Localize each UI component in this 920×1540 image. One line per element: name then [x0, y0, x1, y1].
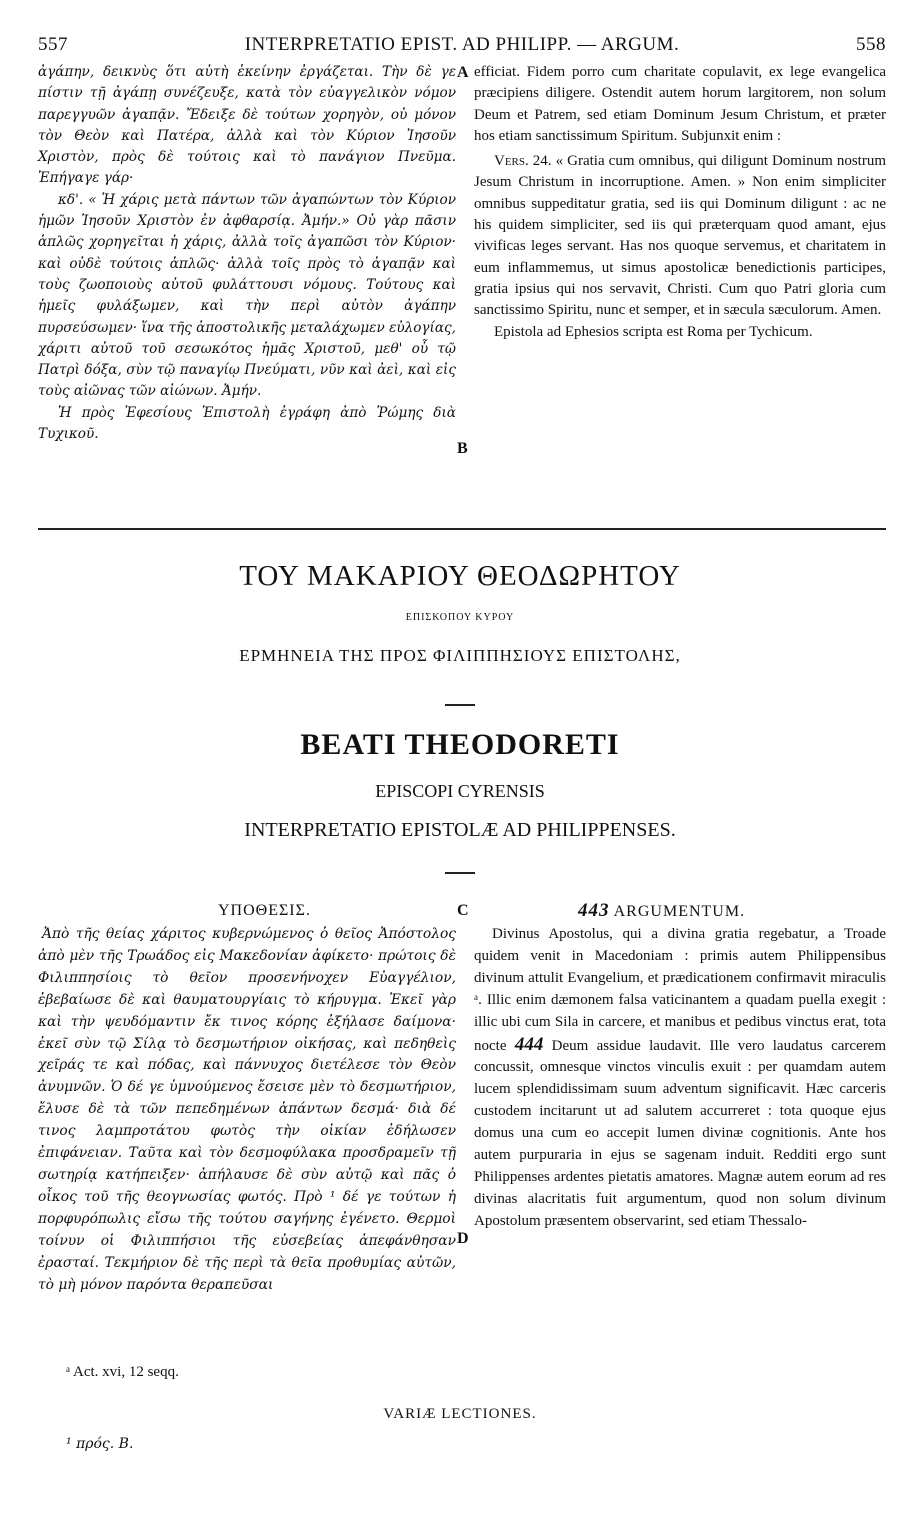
latin-verse-text: « Gratia cum omnibus, qui diligunt Dominum nostrum Jesum Christum in incorruptione. Amen. » Non enim simpliciter omnibus suppeditatur gratia, sed iis qui Dominum diligunt : ac ne his quidem simpliciter, sed iis qui præterquam quod amant, ejus vivificas leges servant. Has nos quoque servemus, et charitatem in eum inflammemus, ut simus apostolicæ benedictionis participes, gratia ipsius qui nos servavit, Christi. Cum quo Patri gloria cum sanctissimo Spiritu, nunc et semper, et in sæcula sæculorum. Amen.	[474, 153, 886, 319]
margin-letter-b: B	[457, 440, 468, 457]
greek-argument-text: Ἀπὸ τῆς θείας χάριτος κυβερνώμενος ὁ θεῖος Ἀπόστολος ἀπὸ μὲν τῆς Τρωάδος εἰς Μακεδονίαν ἀφίκετο· πρώτοις δὲ Φιλιππησίοις τὸ θεῖον προσενήνοχεν Εὐαγγέλιον, ἐβεβαίωσε δὲ καὶ θαυματουργίαις τὸ κήρυγμα. Ἐκεῖ γὰρ καὶ τὴν ψευδόμαντιν ἔκ τινος κόρης ἐξήλασε δαίμονα· ἐκεῖ σὺν τῷ Σίλᾳ τὸ δεσμωτήριον οἰκήσας, καὶ πεδηθεὶς χεῖράς τε καὶ πόδας, καὶ πάννυχος διετέλεσε τὸν Θεὸν ἀνυμνῶν. Ὁ δέ γε ὑμνούμενος ἔσεισε μὲν τὸ δεσμωτήριον, ἔλυσε δὲ τὰ τῶν πεπεδημένων ἁπάντων δεσμά· διὰ δέ τινος λαμπροτάτου φωτὸς τὴν οἰκίαν ἐδήλωσεν ἐπιφάνειαν. Ταῦτα καὶ τὸν δεσμοφύλακα προσδραμεῖν τῇ σωτηρίᾳ κατήπειξεν· ἀπήλαυσε δὲ σὺν αὐτῷ καὶ πᾶς ὁ οἶκος τοῦ τῆς θεογνωσίας φωτός. Πρὸ ¹ δέ γε τούτων ἡ πορφυρόπωλις εἴσω τῆς τούτου σαγήνης ἐγένετο. Θερμοὶ τοίνυν οἱ Φιλιππήσιοι τῆς εὐσεβείας ἀπεφάνθησαν ἐρασταί. Τεκμήριον δὲ τῆς περὶ τὰ θεῖα προθυμίας αὐτῶν, τὸ μὴ μόνον παρόντα θεραπεῦσαι	[38, 926, 456, 1293]
page-number-left: 557	[38, 34, 68, 55]
margin-letter-d: D	[457, 1230, 469, 1247]
latin-argument-part: Deum assidue laudavit. Ille vero laudatus carcerem concussit, omnesque vinctos vinculis exuit : per quamdam autem lucem splendidissimam suum adventum significavit. Hæc carceris custodem incitarunt ut ad salutem accurreret : tota quoque ejus domus una cum eo accepit lumen divinæ cognitionis. Ante hos autem purpuraria in ejus se sagenam induit. Redditi ergo sunt Philippenses ardentes pietatis amatores. Magnæ autem eorum ad res divinas alacritatis fuit argumentum, quod non solum divinum Apostolum præsentem observarint, sed etiam Thessalo-	[474, 1037, 887, 1229]
greek-paragraph: κδ'. « Ἡ χάρις μετὰ πάντων τῶν ἀγαπώντων τὸν Κύριον ἡμῶν Ἰησοῦν Χριστὸν ἐν ἀφθαρσίᾳ. Ἀμήν.» Οὐ γὰρ πᾶσιν ἁπλῶς χορηγεῖται ἡ χάρις, ἀλλὰ τοῖς ἀγαπῶσι τὸν Κύριον· καὶ οὐδὲ τούτοις ἁπλῶς· ἀλλὰ τοῖς πρὸς τὸ ἀγαπᾷν καὶ τοὺς ζωοποιοὺς αὐτοῦ φυλάττουσι νόμους. Τούτους καὶ ἡμεῖς φυλάξωμεν, καὶ τὴν περὶ αὐτὸν ἀγάπην πυρσεύσωμεν· ἵνα τῆς ἀποστολικῆς μεταλάχωμεν εὐλογίας, χάριτι αὐτοῦ τοῦ σεσωκότος ἡμᾶς Χριστοῦ, μεθ' οὗ τῷ Πατρὶ δόξα, σὺν τῷ παναγίῳ Πνεύματι, νῦν καὶ ἀεὶ, καὶ εἰς τοὺς αἰῶνας τῶν αἰώνων. Ἀμήν.	[38, 191, 456, 400]
variant-reading: ¹ πρός. B.	[66, 1436, 134, 1452]
argumentum-heading: ARGUMENTUM.	[613, 903, 746, 920]
running-title: INTERPRETATIO EPIST. AD PHILIPP. — ARGUM.	[244, 34, 680, 55]
title-divider	[445, 872, 475, 874]
latin-work-title: INTERPRETATIO EPISTOLÆ AD PHILIPPENSES.	[244, 819, 676, 841]
greek-column-bottom	[38, 924, 456, 1296]
greek-work-title: ΕΡΜΗΝΕΙΑ ΤΗΣ ΠΡΟΣ ΦΙΛΙΠΠΗΣΙΟΥΣ ΕΠΙΣΤΟΛΗΣ,	[239, 646, 681, 665]
greek-author-title: ΤΟΥ ΜΑΚΑΡΙΟΥ ΘΕΟΔΩΡΗΤΟΥ	[239, 560, 681, 592]
latin-argument-part: Divinus Apostolus, qui a divina gratia regebatur, a Troade quidem venit in Macedoniam : primis autem Philippensibus divinum attulit Evangelium, et prædicationem confirmavit miraculis ᵃ. Illic enim dæmonem falsa vaticinantem a quadam puella exegit : illic ubi cum Sila in carcere, et manibus et pedibus vinctus erat, tota nocte	[474, 926, 886, 1054]
latin-paragraph: Epistola ad Ephesios scripta est Roma per Tychicum.	[494, 323, 813, 340]
section-divider	[38, 528, 886, 530]
latin-section-heading	[578, 900, 745, 922]
latin-author-title: BEATI THEODORETI	[300, 728, 620, 761]
latin-column-top	[474, 62, 886, 343]
greek-bishop-subtitle: ΕΠΙΣΚΟΠΟΥ ΚΥΡΟΥ	[405, 612, 515, 623]
footnote: ᵃ Act. xvi, 12 seqq.	[66, 1364, 179, 1380]
greek-paragraph: Ἡ πρὸς Ἐφεσίους Ἐπιστολὴ ἐγράφη ἀπὸ Ῥώμης διὰ Τυχικοῦ.	[38, 404, 456, 443]
variae-lectiones-heading: VARIÆ LECTIONES.	[383, 1406, 537, 1422]
latin-paragraph	[474, 151, 886, 321]
greek-section-heading: ΥΠΟΘΕΣΙΣ.	[218, 902, 311, 919]
greek-paragraph: ἀγάπην, δεικνὺς ὅτι αὐτὴ ἐκείνην ἐργάζεται. Τὴν δὲ γε πίστιν τῇ ἀγάπῃ συνέζευξε, κατὰ τὸν εὐαγγελικὸν νόμον παρεγγυῶν ἀγαπᾷν. Ἔδειξε δὲ τούτων χορηγὸν, οὐ μόνον τὸν Θεὸν καὶ Πατέρα, ἀλλὰ καὶ τὸν Κύριον Ἰησοῦν Χριστὸν, πρὸς δὲ τούτοις καὶ τὸ πανάγιον Πνεῦμα. Ἐπήγαγε γάρ·	[38, 64, 456, 187]
latin-bishop-subtitle: EPISCOPI CYRENSIS	[375, 781, 545, 801]
latin-column-bottom	[474, 924, 886, 1233]
margin-letter-a: A	[457, 64, 469, 81]
title-divider	[445, 704, 475, 706]
running-head	[38, 34, 886, 60]
column-number: 443	[578, 900, 610, 921]
latin-paragraph: efficiat. Fidem porro cum charitate copulavit, ex lege evangelica præcipiens diligere. Ostendit autem horum largitorem, non solum Deum et Patrem, sed etiam Dominum Jesum Christum, et præter hos etiam sanctissimum Spiritum. Subjunxit enim :	[474, 64, 886, 144]
greek-column-top	[38, 62, 456, 445]
column-number: 444	[514, 1033, 544, 1055]
latin-argument-text	[474, 924, 886, 1233]
page-number-right: 558	[856, 34, 886, 55]
margin-letter-c: C	[457, 902, 469, 919]
verse-number: Vers. 24.	[494, 153, 552, 170]
